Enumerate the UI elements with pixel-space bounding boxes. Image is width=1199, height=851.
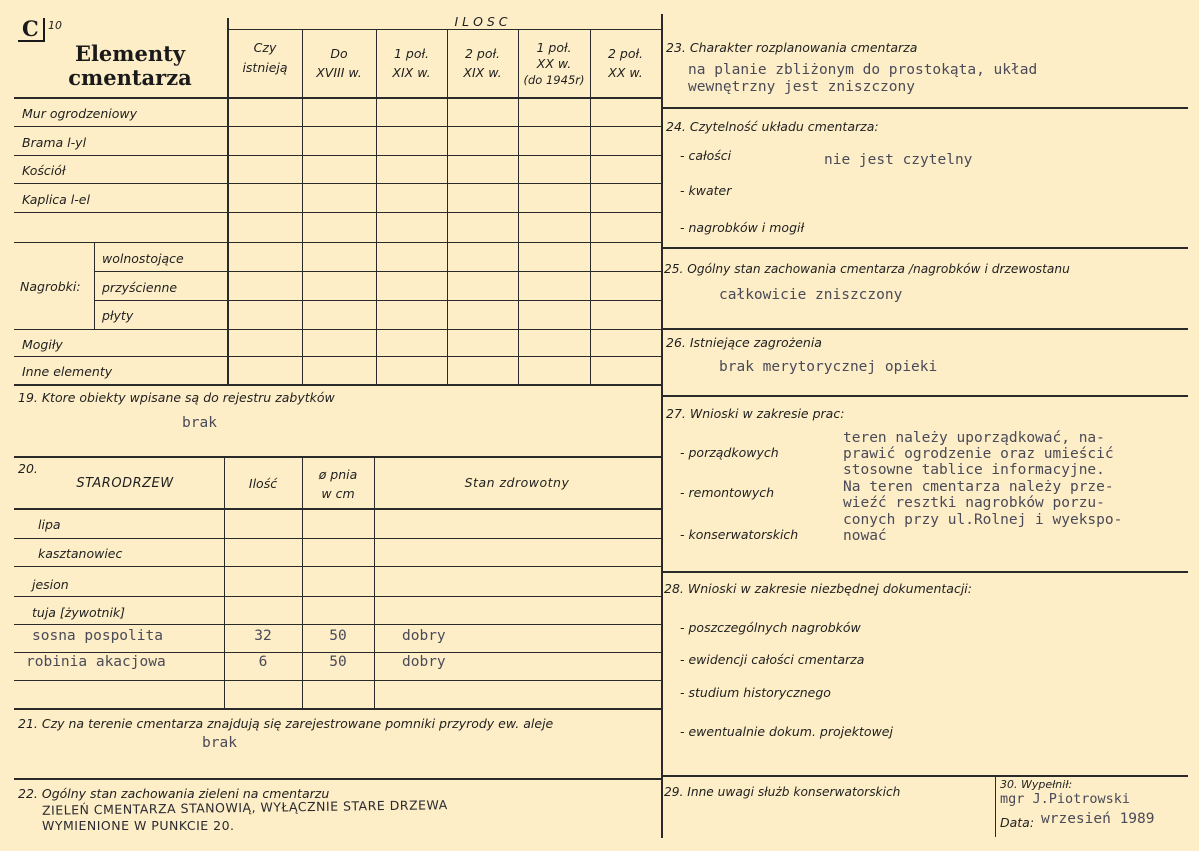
s25-label: 25. Ogólny stan zachowania cmentarza /nagrobków i drzewostanu — [664, 262, 1070, 276]
row-line — [14, 183, 661, 184]
row-label-mur: Mur ogrodzeniowy — [22, 106, 138, 121]
tree-row-pnia: 50 — [329, 654, 347, 670]
s21-value: brak — [202, 735, 237, 751]
s30-data-label: Data: — [1000, 815, 1035, 830]
tree-row-name: tuja [żywotnik] — [32, 605, 126, 620]
row-line — [14, 566, 661, 567]
s30-divider — [995, 775, 996, 837]
row-label-nagrobki: Nagrobki: — [20, 279, 81, 294]
ilosc-header: I L O S C — [454, 14, 508, 29]
s28-item: - poszczególnych nagrobków — [680, 620, 861, 635]
row-label-plyty: płyty — [102, 308, 134, 323]
s24-label: 24. Czytelność układu cmentarza: — [666, 119, 879, 134]
s24-kwater: - kwater — [680, 183, 732, 198]
s23-label: 23. Charakter rozplanowania cmentarza — [666, 40, 918, 55]
s24-calosci: - całości — [680, 148, 732, 163]
s27-line: nować — [843, 528, 887, 544]
header-bottom-line — [14, 97, 661, 99]
row-line — [14, 624, 661, 625]
section-line — [14, 708, 661, 710]
col-header-1: Do XVIII w. — [316, 46, 362, 80]
tree-row-stan: dobry — [402, 628, 446, 644]
row-line — [94, 271, 661, 272]
row-label-wolnostojace: wolnostojące — [102, 251, 184, 266]
s27-label: 27. Wnioski w zakresie prac: — [666, 406, 845, 421]
s30-name: mgr J.Piotrowski — [1000, 791, 1131, 807]
s27-line: stosowne tablice informacyjne. — [843, 462, 1105, 478]
col-line-4 — [447, 29, 448, 384]
row-line — [14, 652, 661, 653]
section-line — [661, 395, 1188, 397]
s28-label: 28. Wnioski w zakresie niezbędnej dokumentacji: — [664, 581, 972, 596]
section-line — [661, 571, 1188, 573]
s25-value: całkowicie zniszczony — [719, 287, 903, 303]
tree-row-pnia: 50 — [329, 628, 347, 644]
tree-row-stan: dobry — [402, 654, 446, 670]
s20-number: 20. — [18, 461, 38, 476]
tree-row-name: sosna pospolita — [32, 628, 163, 644]
col-header-3: 2 poł. XIX w. — [463, 46, 502, 80]
row-line — [14, 212, 661, 213]
row-line — [14, 155, 661, 156]
card-number: 10 — [48, 19, 62, 32]
nagrobki-divider — [94, 243, 95, 329]
s27-remontowych: - remontowych — [680, 485, 775, 500]
s24-nagrobkow: - nagrobków i mogił — [680, 220, 805, 235]
s20-stan: Stan zdrowotny — [464, 475, 570, 490]
main-divider — [661, 14, 663, 838]
tree-row-name: robinia akacjowa — [26, 654, 166, 670]
card-letter: C — [18, 18, 45, 42]
section-line — [14, 778, 661, 780]
tree-row-ilosc: 6 — [258, 654, 268, 670]
row-label-kosciol: Kościół — [22, 163, 66, 178]
s30-label: 30. Wypełnił: — [1000, 778, 1073, 791]
col-line-3 — [376, 29, 377, 384]
row-line — [14, 356, 661, 357]
s21-label: 21. Czy na terenie cmentarza znajdują się zarejestrowane pomniki przyrody ew. aleje — [18, 716, 554, 731]
row-line — [14, 329, 661, 330]
s27-line: Na teren cmentarza należy prze- — [843, 479, 1114, 495]
tree-row-name: lipa — [38, 517, 61, 532]
s23-line1: na planie zbliżonym do prostokąta, układ — [688, 62, 1038, 78]
s27-porzadkowych: - porządkowych — [680, 445, 779, 460]
section-line — [14, 384, 661, 386]
s27-line: conych przy ul.Rolnej i wyekspo- — [843, 512, 1123, 528]
section-line — [661, 107, 1188, 109]
col-line-2 — [302, 29, 303, 384]
s27-line: teren należy uporządkować, na- — [843, 430, 1105, 446]
s19-label: 19. Ktore obiekty wpisane są do rejestru zabytków — [18, 390, 335, 405]
s28-item: - ewidencji całości cmentarza — [680, 652, 865, 667]
s19-value: brak — [182, 415, 217, 431]
row-label-brama: Brama l-yl — [22, 135, 87, 150]
s20-col-1 — [224, 457, 225, 708]
s20-starodrzew: STARODRZEW — [76, 476, 174, 491]
s27-konserwatorskich: - konserwatorskich — [680, 527, 799, 542]
s24-calosci-value: nie jest czytelny — [824, 152, 973, 168]
row-label-mogily: Mogiły — [22, 337, 63, 352]
tree-row-name: kasztanowiec — [38, 546, 123, 561]
row-label-kaplica: Kaplica l-el — [22, 192, 90, 207]
row-line — [14, 126, 661, 127]
col-header-2: 1 poł. XIX w. — [392, 46, 431, 80]
s29-label: 29. Inne uwagi służb konserwatorskich — [664, 785, 901, 799]
s28-item: - ewentualnie dokum. projektowej — [680, 724, 893, 739]
tree-row-ilosc: 32 — [254, 628, 272, 644]
col-header-5: 2 poł. XX w. — [607, 46, 644, 80]
row-line — [14, 680, 661, 681]
row-line — [14, 538, 661, 539]
elements-title: Elementy cmentarza — [68, 41, 192, 90]
s27-line: prawić ogrodzenie oraz umieścić — [843, 446, 1114, 462]
s27-line: wieźć resztki nagrobków porzu- — [843, 495, 1105, 511]
section-line — [14, 456, 661, 458]
section-line — [661, 328, 1188, 330]
s22-label: 22. Ogólny stan zachowania zieleni na cmentarzu — [18, 786, 330, 801]
s26-label: 26. Istniejące zagrożenia — [666, 335, 822, 350]
section-line — [661, 247, 1188, 249]
col-header-4: 1 poł. XX w. (do 1945r) — [523, 40, 585, 87]
row-label-przyscienne: przyścienne — [102, 280, 178, 295]
tree-row-name: jesion — [32, 577, 69, 592]
s28-item: - studium historycznego — [680, 685, 831, 700]
s20-ilosc: Ilość — [248, 476, 278, 491]
header-top-line — [228, 29, 661, 30]
s30-data-value: wrzesień 1989 — [1041, 811, 1155, 827]
s22-line1: ZIELEŃ CMENTARZA STANOWIĄ, WYŁĄCZNIE STARE DRZEWA — [41, 797, 448, 818]
row-label-inne: Inne elementy — [22, 364, 113, 379]
starodrzew-header-line — [14, 508, 661, 510]
s20-col-3 — [374, 457, 375, 708]
section-line — [661, 775, 1188, 777]
s22-line2: WYMIENIONE W PUNKCIE 20. — [42, 818, 235, 833]
s20-pnia: ø pnia w cm — [318, 467, 358, 501]
row-line — [94, 300, 661, 301]
row-line — [14, 242, 661, 243]
s26-value: brak merytorycznej opieki — [719, 359, 938, 375]
s23-line2: wewnętrzny jest zniszczony — [688, 79, 915, 95]
row-line — [14, 596, 661, 597]
col-header-czy: Czy istnieją — [242, 40, 288, 75]
col-line-6 — [590, 29, 591, 384]
